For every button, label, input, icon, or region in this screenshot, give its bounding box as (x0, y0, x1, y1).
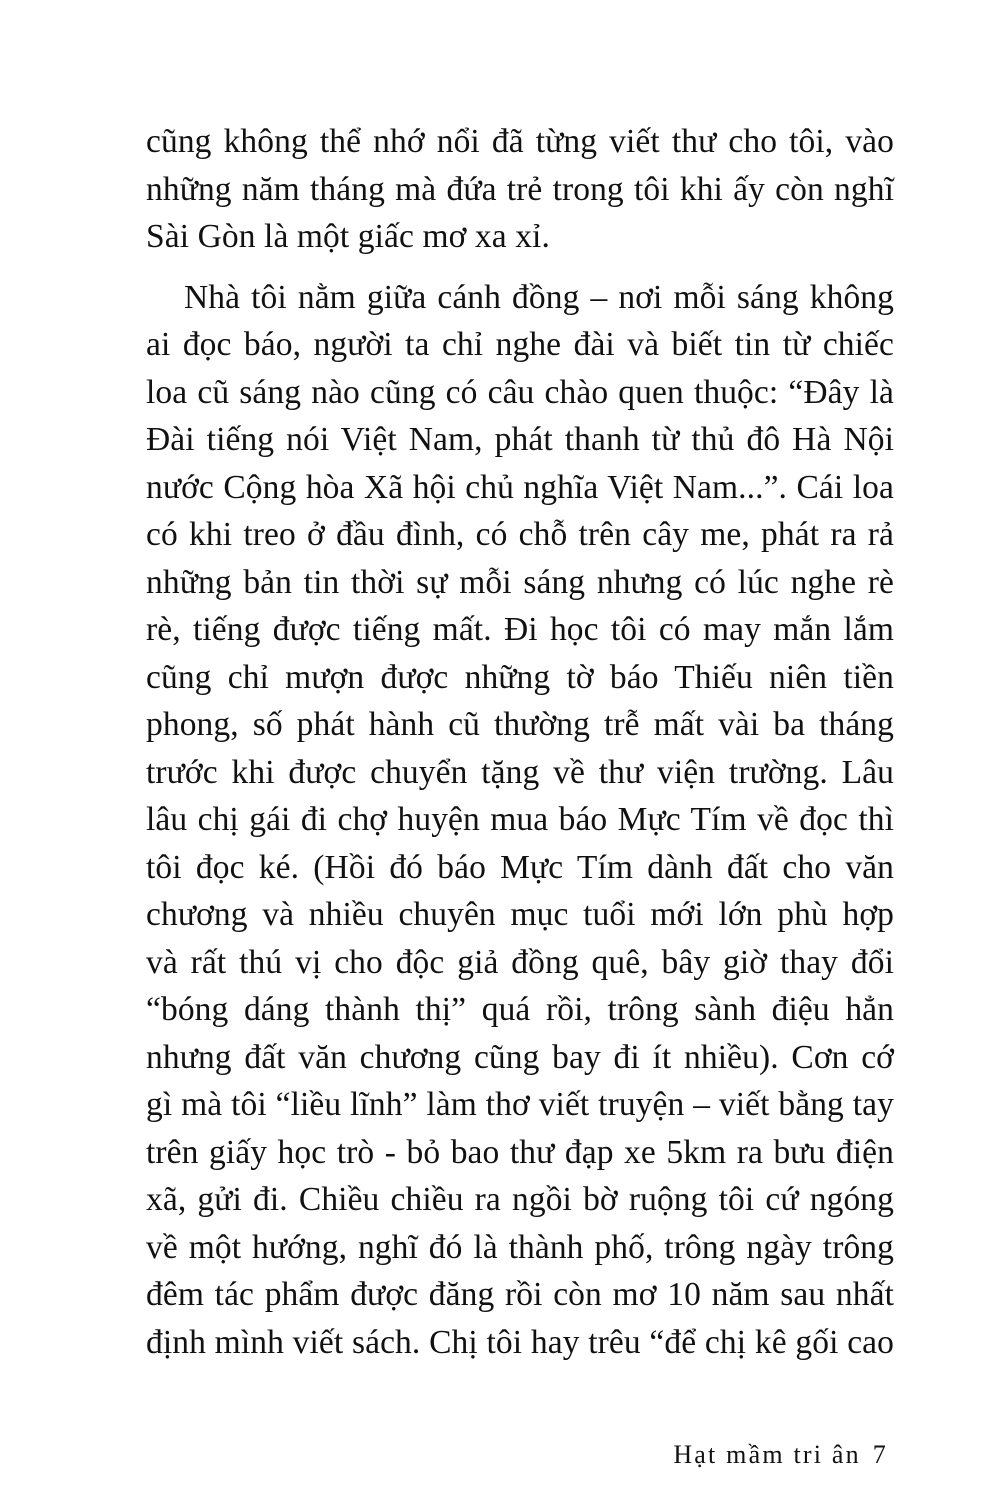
page-number: 7 (872, 1440, 888, 1469)
body-text (146, 118, 894, 1366)
paragraph-1 (146, 118, 894, 261)
text-line: trên giấy học trò - bỏ bao thư đạp xe 5km ra bưu điện (146, 1133, 894, 1171)
text-line: xã, gửi đi. Chiều chiều ra ngồi bờ ruộng tôi cứ ngóng (146, 1181, 894, 1218)
text-line: nhưng đất văn chương cũng bay đi ít nhiều). Cơn cớ (146, 1038, 894, 1076)
text-line: Sài Gòn là một giấc mơ xa xỉ. (146, 218, 550, 255)
text-line: Đài tiếng nói Việt Nam, phát thanh từ thủ đô Hà Nội (146, 421, 894, 458)
text-line: loa cũ sáng nào cũng có câu chào quen thuộc: “Đây là (146, 373, 894, 411)
text-line: và rất thú vị cho độc giả đồng quê, bây giờ thay đổi (146, 943, 894, 981)
text-line: định mình viết sách. Chị tôi hay trêu “để chị kê gối cao (146, 1323, 894, 1361)
text-line: cũng chỉ mượn được những tờ báo Thiếu niên tiền (146, 658, 894, 696)
text-line: rè, tiếng được tiếng mất. Đi học tôi có may mắn lắm (146, 611, 894, 648)
text-line: ai đọc báo, người ta chỉ nghe đài và biết tin từ chiếc (146, 326, 894, 363)
text-line: trước khi được chuyển tặng về thư viện trường. Lâu (146, 753, 894, 791)
text-line: cũng không thể nhớ nổi đã từng viết thư cho tôi, vào (146, 123, 894, 160)
text-line: có khi treo ở đầu đình, có chỗ trên cây me, phát ra rả (146, 516, 894, 553)
text-line: lâu chị gái đi chợ huyện mua báo Mực Tím về đọc thì (146, 801, 894, 838)
running-title: Hạt mầm tri ân (673, 1440, 861, 1469)
text-line: những năm tháng mà đứa trẻ trong tôi khi ấy còn nghĩ (146, 170, 894, 208)
text-line: nước Cộng hòa Xã hội chủ nghĩa Việt Nam...”. Cái loa (146, 468, 894, 506)
text-line: đêm tác phẩm được đăng rồi còn mơ 10 năm sau nhất (146, 1276, 894, 1313)
text-line: gì mà tôi “liều lĩnh” làm thơ viết truyện – viết bằng tay (146, 1086, 894, 1123)
text-line: chương và nhiều chuyên mục tuổi mới lớn phù hợp (146, 896, 894, 933)
paragraph-spacer (146, 261, 894, 274)
text-line: “bóng dáng thành thị” quá rồi, trông sành điệu hẳn (146, 991, 894, 1028)
text-line: tôi đọc ké. (Hồi đó báo Mực Tím dành đất cho văn (146, 848, 894, 886)
text-line: những bản tin thời sự mỗi sáng nhưng có lúc nghe rè (146, 563, 894, 601)
text-line: phong, số phát hành cũ thường trễ mất vài ba tháng (146, 706, 894, 743)
text-line: về một hướng, nghĩ đó là thành phố, trông ngày trông (146, 1228, 894, 1266)
paragraph-2 (146, 274, 894, 1367)
page-footer (673, 1440, 888, 1470)
text-line: Nhà tôi nằm giữa cánh đồng – nơi mỗi sáng không (184, 278, 894, 316)
